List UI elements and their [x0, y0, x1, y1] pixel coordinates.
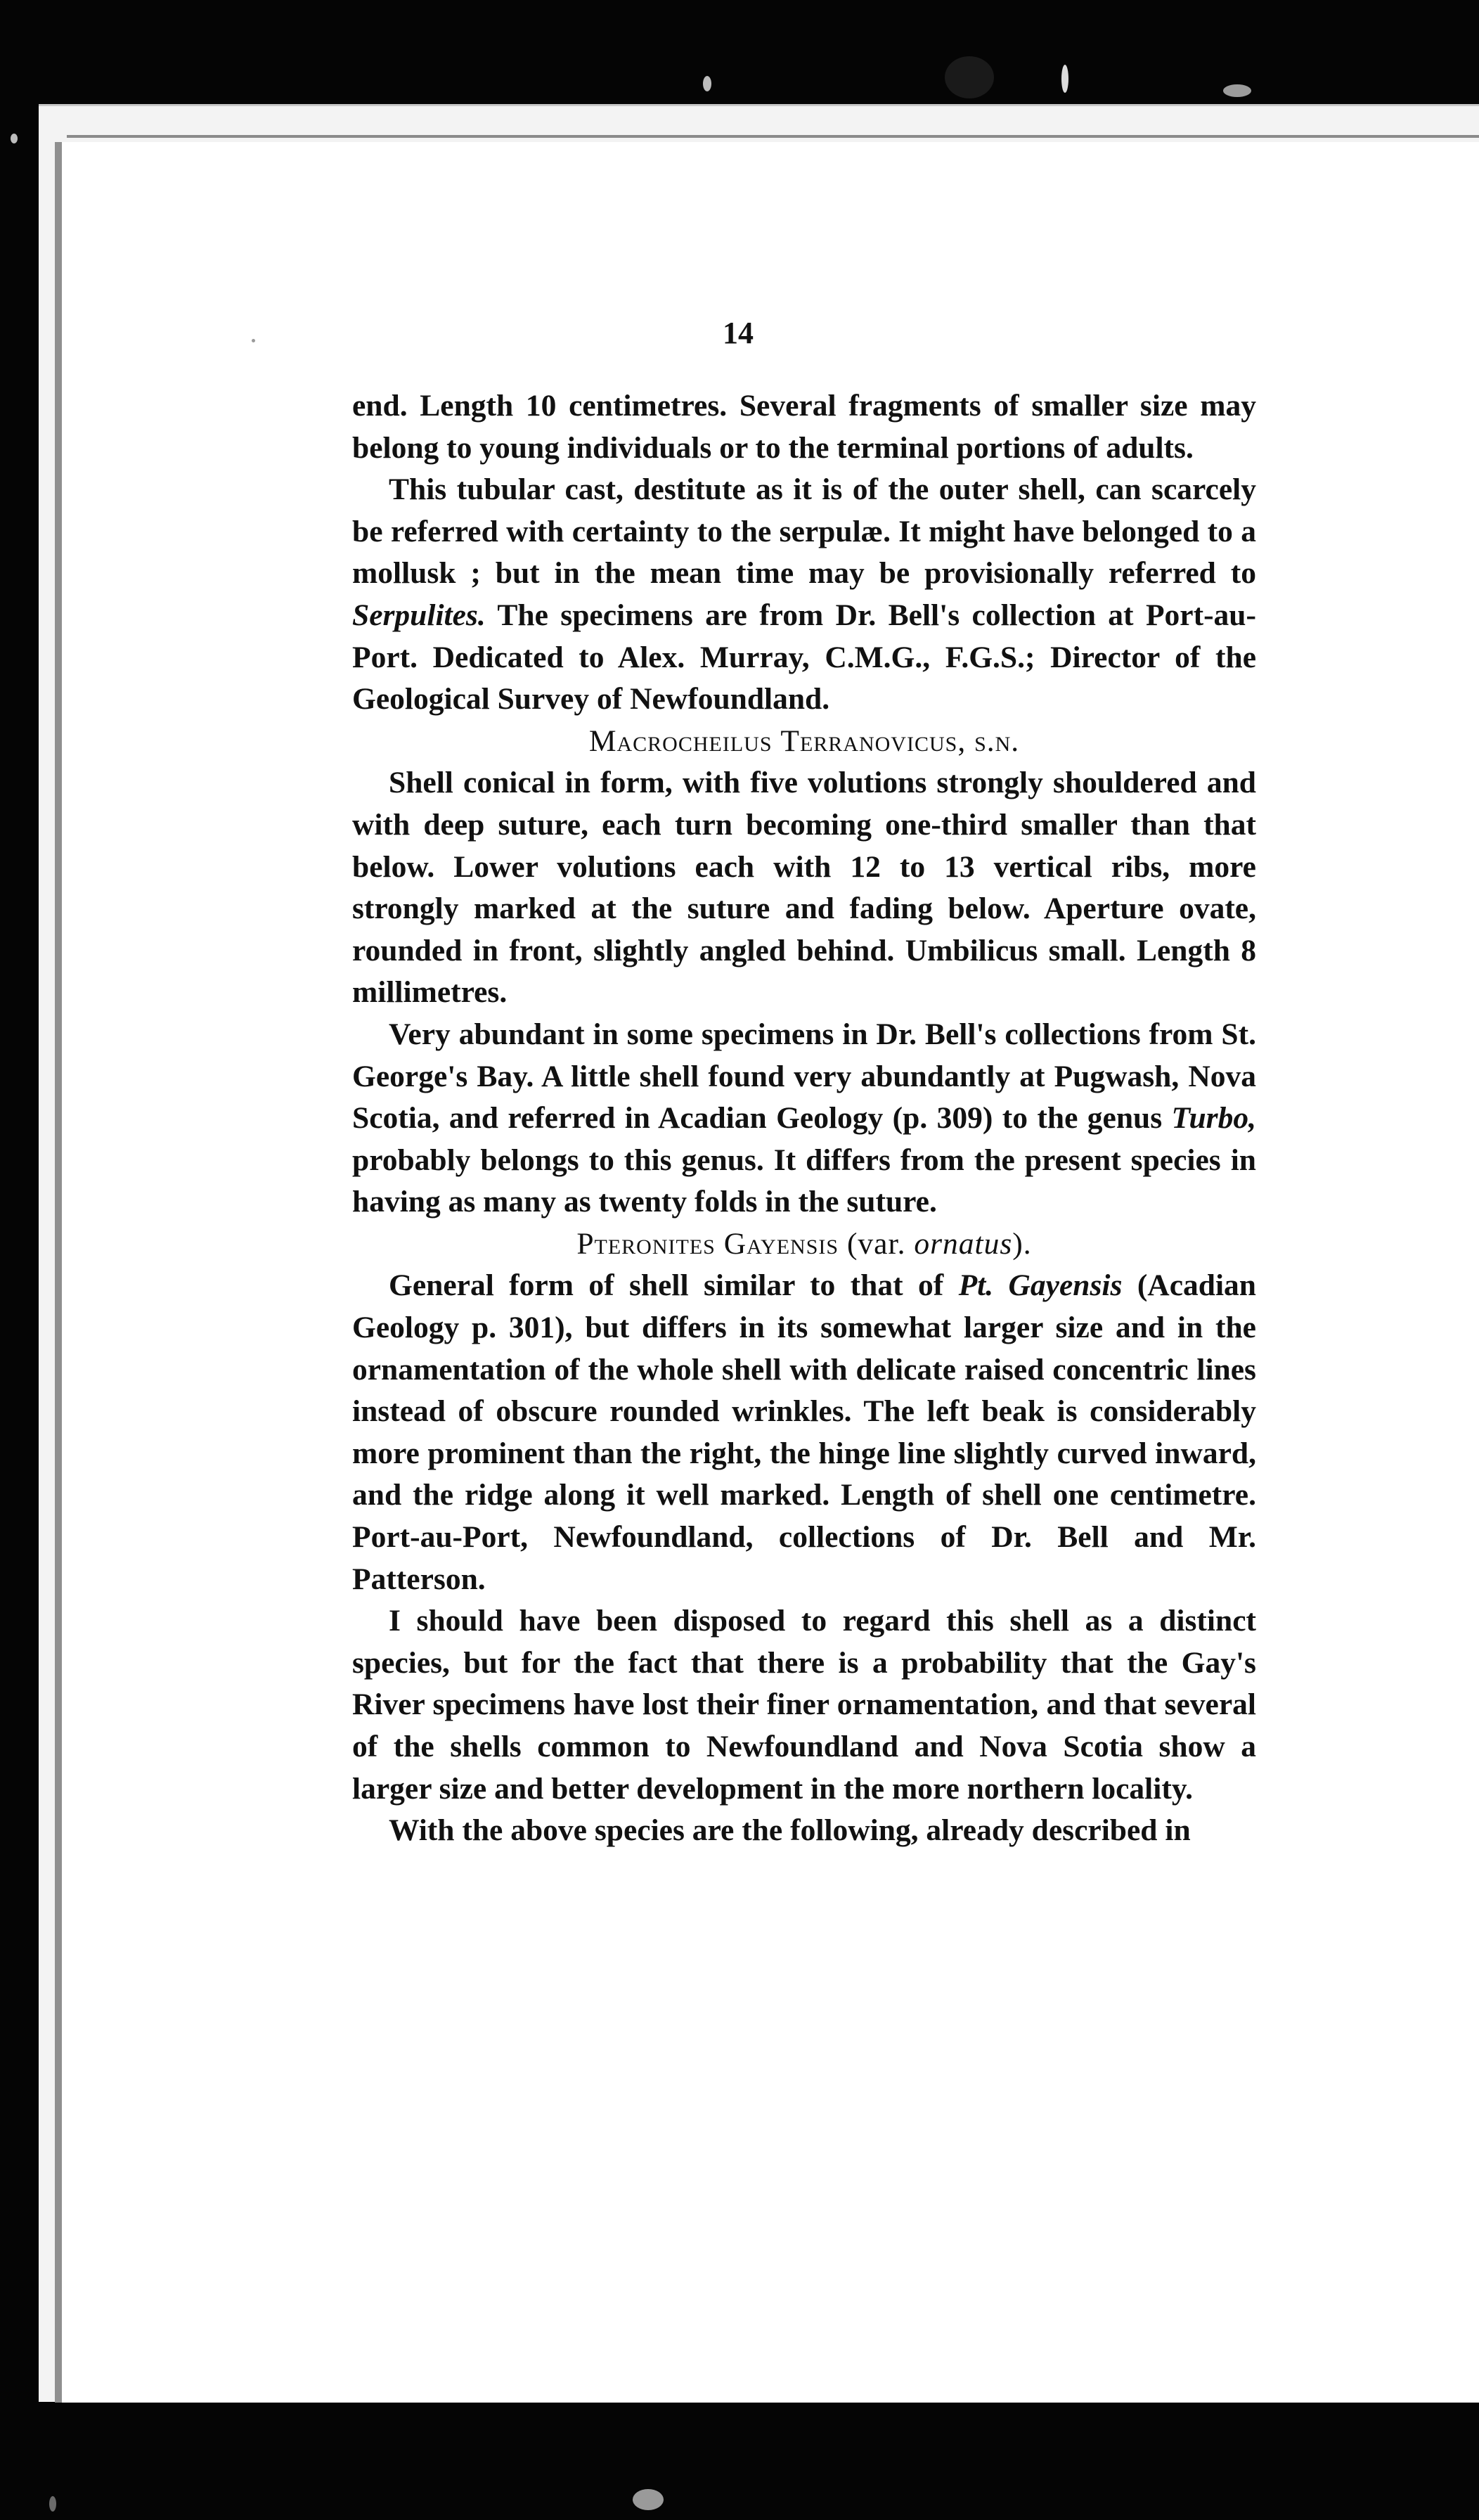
paragraph-pteronites-description — [352, 1265, 1256, 1600]
paragraph-text: This tubular cast, destitute as it is of the outer shell, can scarcely be referred with certainty to the serpulæ. It might have belonged to a mollusk ; but in the mean time may be provisionally referred to — [352, 472, 1256, 591]
paragraph-text: Very abundant in some specimens in Dr. Bell's collections from St. George's Bay. A little shell found very abundantly at Pugwash, Nova Scotia, and referred in Acadian Geology (p. 309) to the genus — [352, 1017, 1256, 1136]
heading-suffix: s.n. — [974, 724, 1020, 758]
paragraph-following: With the above species are the following, already described in — [389, 1813, 1191, 1848]
scan-blemish — [49, 2496, 56, 2512]
heading-genus: Macrocheilus — [588, 724, 773, 758]
paragraph-text: The specimens are from Dr. Bell's collection at Port-au-Port. Dedicated to Alex. Murray, C.M.G., F.G.S.; Director of the Geological Survey of Newfoundland. — [352, 598, 1256, 716]
scan-blemish — [633, 2489, 664, 2510]
page-number: 14 — [723, 316, 754, 350]
italic-species-name: Pt. Gayensis — [958, 1268, 1123, 1303]
paragraph-description: Shell conical in form, with five volutions strongly shouldered and with deep suture, each turn becoming one-third smaller than that below. Lower volutions each with 12 to 13 vertical ribs, more strongly marked at the suture and fading below. Aperture ovate, rounded in front, slightly angled behind. Umbilicus small. Length 8 millimetres. — [352, 766, 1256, 1010]
paragraph-serpulites — [352, 469, 1256, 721]
paragraph-continued: end. Length 10 centimetres. Several fragments of smaller size may belong to young individuals or to the terminal portions of adults. — [352, 389, 1256, 465]
italic-genus-name: Turbo, — [1171, 1101, 1256, 1136]
heading-genus: Pteronites — [576, 1226, 716, 1261]
heading-species: Terranovicus, — [780, 724, 967, 758]
heading-var-prefix: (var. — [846, 1226, 906, 1261]
paragraph-discussion: I should have been disposed to regard this shell as a distinct species, but for the fact that there is a probability that the Gay's River specimens have lost their finer ornamentation, and that several of the shells common to Newfoundland and Nova Scotia show a larger size and better development in the more northern locality. — [352, 1604, 1256, 1806]
paragraph-occurrence — [352, 1014, 1256, 1223]
italic-genus-name: Serpulites. — [352, 598, 486, 632]
section-heading-macrocheilus — [352, 721, 1256, 763]
paragraph-text: probably belongs to this genus. It differs from the present species in having as many as twenty folds in the suture. — [352, 1143, 1256, 1219]
paragraph-text: General form of shell similar to that of — [389, 1268, 959, 1303]
page-top-edge — [67, 135, 1479, 138]
body-text — [352, 385, 1256, 1852]
heading-var-name: ornatus — [914, 1226, 1013, 1261]
section-heading-pteronites — [352, 1223, 1256, 1266]
heading-var-suffix: ). — [1012, 1226, 1032, 1261]
paragraph-text: (Acadian Geology p. 301), but differs in its somewhat larger size and in the ornamentation of the whole shell with delicate raised concentric lines instead of obscure rounded wrinkles. The left beak is considerably more prominent than the right, the hinge line slightly curved inward, and the ridge along it well marked. Length of shell one centimetre. Port-au-Port, Newfoundland, collections of Dr. Bell and Mr. Patterson. — [352, 1268, 1257, 1596]
heading-species: Gayensis — [723, 1226, 839, 1261]
